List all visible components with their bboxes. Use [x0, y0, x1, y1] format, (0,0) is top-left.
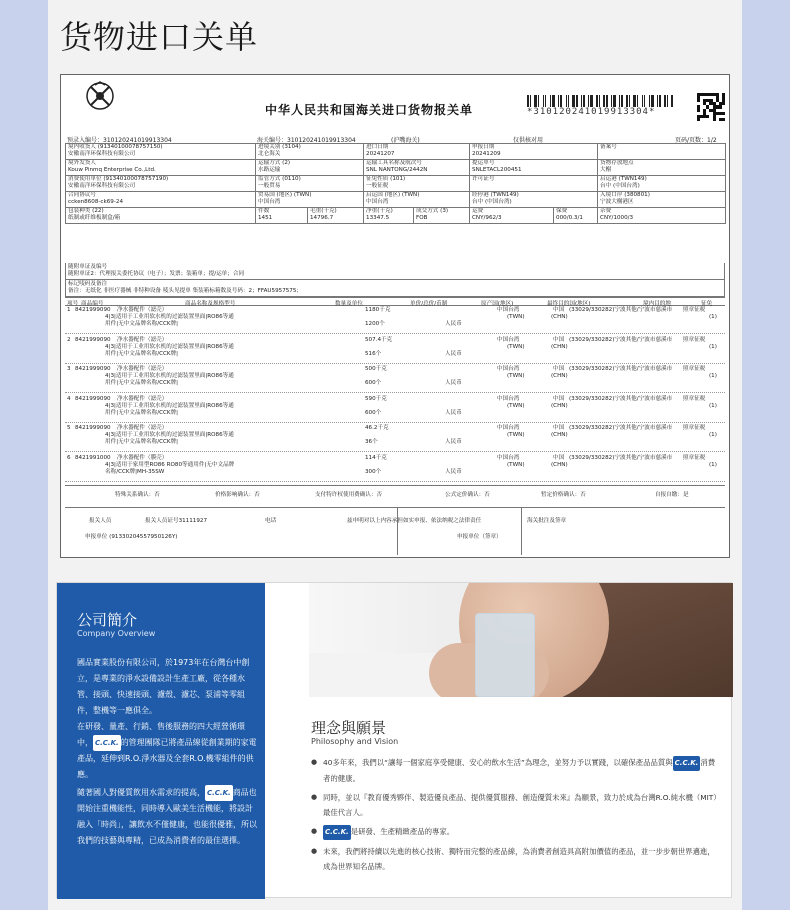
item-dest: 中国 — [553, 425, 565, 432]
table-row — [65, 396, 725, 423]
item-origin-code: (TWN) — [507, 373, 525, 380]
item-no: 2 — [67, 336, 71, 343]
item-qty2: 36个 — [365, 439, 378, 446]
item-spec1: 4|3|适用于工业用软水机的过滤装置里面|RO86等通 — [105, 432, 234, 439]
item-exempt: 照章征税 — [683, 307, 706, 313]
customs-declaration-form — [60, 74, 730, 558]
grid-cell: 净重(千克) 13347.5 — [364, 208, 414, 224]
item-exempt-code: (1) — [709, 432, 717, 439]
grid-cell: 合同协议号 ccken8608-ck69-24 — [66, 192, 256, 208]
item-spec2: 名称/CCK牌|MH-35SW — [105, 469, 165, 475]
item-exempt-code: (1) — [709, 402, 717, 409]
item-dest-code: (CHN) — [551, 373, 568, 380]
grid-cell: 境内收货人 (91340100078757150) 安徽南洋环保科技有限公司 — [66, 144, 256, 160]
item-origin-code: (TWN) — [507, 462, 525, 468]
page — [48, 0, 742, 910]
list-item: ● C.C.K. 是研發、生產精緻產品的專家。 — [311, 824, 721, 840]
item-no: 1 — [67, 307, 71, 313]
item-no: 6 — [67, 455, 71, 461]
item-origin-code: (TWN) — [507, 402, 525, 409]
philosophy-subtitle: Philosophy and Vision — [311, 737, 399, 746]
item-spec2: 用件|无中文品牌名称/CCK牌| — [105, 380, 179, 387]
item-origin: 中国台湾 — [497, 307, 520, 313]
list-item: ● 未來，我們將持續以先進的核心技術、獨特而完整的產品線，為消費者創造具高附加價值的產品，並一步步朝世界邁進，成為世界知名品牌。 — [311, 844, 721, 874]
attached-docs: 随附单证及编号 随附单证2：代理报关委托协议（电子）；发票；装箱单；提/运单；合同 — [65, 263, 725, 280]
grid-cell: 启运港 (TWN149) 台中 (中国台湾) — [598, 176, 726, 192]
item-qty1: 590千克 — [365, 395, 387, 402]
ccc-brand-logo: C.C.K. — [93, 735, 121, 751]
company-overview-panel — [57, 583, 265, 899]
item-qty2: 1200个 — [365, 321, 385, 327]
item-spec1: 4|3|适用于工业用软水机的过滤装置里面|RO86等通 — [105, 343, 234, 350]
item-spec2: 用件|无中文品牌名称/CCK牌| — [105, 321, 179, 327]
item-origin-code: (TWN) — [507, 314, 525, 320]
item-currency: 人民币 — [445, 321, 462, 327]
item-currency: 人民币 — [445, 380, 462, 387]
item-name: 净水器配件（滤壳） — [117, 395, 168, 402]
item-code: 8421999090 — [75, 366, 111, 373]
company-para-3: 隨著國人對優質飲用水需求的提高， C.C.K. 商品也開始注重機能性，同時導入歐美生活機能，將設計融入「時尚」，讓飲水不僅健康，也能很優雅，所以我們的技藝與專精，已成為消費者的最佳選擇。 — [77, 785, 257, 849]
item-exempt: 照章征税 — [683, 366, 706, 373]
grid-cell: 提运单号 SNLETACL200451 — [470, 160, 598, 176]
item-spec1: 4|3|适用于工业用软水机的过滤装置里面|RO86等通 — [105, 373, 234, 380]
item-exempt: 照章征税 — [683, 425, 706, 432]
item-code: 8421999090 — [75, 395, 111, 402]
company-para-1: 國品實業股份有限公司，於1973年在台灣台中創立，是專業的淨水設備設計生產工廠，從各種水管、接頭、快速接頭、濾殼、濾芯、泵浦等零組件，整機等一應俱全。 — [77, 658, 250, 715]
philosophy-title: 理念與願景 — [311, 719, 387, 737]
item-name: 净水器配件（滤壳） — [117, 307, 168, 313]
item-code: 8421999090 — [75, 307, 111, 313]
ccc-brand-logo: C.C.K. — [205, 785, 233, 801]
grid-row-2 — [66, 160, 726, 176]
item-qty1: 114千克 — [365, 455, 387, 461]
item-origin: 中国台湾 — [497, 336, 520, 343]
item-origin-code: (TWN) — [507, 343, 525, 350]
item-qty2: 300个 — [365, 469, 382, 475]
grid-row-5 — [66, 208, 726, 224]
item-code: 8421999090 — [75, 425, 111, 432]
company-para-2: 在研發、量產、行銷、售後服務的四大經營循環中， C.C.K. 的管理團隊已將產品線從創業期的家電產品，延伸到R.O.淨水器及全套R.O.機零組件的供應。 — [77, 722, 257, 779]
qr-code-icon — [697, 93, 725, 121]
ccc-brand-logo: C.C.K. — [323, 825, 351, 840]
item-dest-code: (CHN) — [551, 314, 568, 320]
item-exempt-code: (1) — [709, 314, 717, 320]
table-row — [65, 425, 725, 452]
pre-entry-no: 预录入编号：310120241019913304 — [67, 137, 172, 144]
item-origin-code: (TWN) — [507, 432, 525, 439]
item-exempt-code: (1) — [709, 462, 717, 468]
grid-cell: 运费 CNY/962/3 — [470, 208, 554, 224]
item-exempt: 照章征税 — [683, 336, 706, 343]
confirm-row: 特殊关系确认：否 价格影响确认：否 支付特许权使用费确认：否 公式定价确认：否 暂定价格确认：否 自报自缴：是 — [65, 485, 725, 501]
item-name: 净水器配件（滤壳） — [117, 366, 168, 373]
item-spec1: 4|3|适用于工业用软水机的过滤装置里面|RO86等通 — [105, 402, 234, 409]
barcode — [527, 95, 723, 107]
grid-cell: 运输工具名称及航次号 SNL NANTONG/2442N — [364, 160, 470, 176]
woman-drinking-photo — [309, 583, 733, 697]
item-exempt: 照章征税 — [683, 395, 706, 402]
grid-cell: 征免性质 (101) 一般征税 — [364, 176, 470, 192]
item-dest: 中国 — [553, 455, 565, 461]
grid-cell: 申报日期 20241209 — [470, 144, 598, 160]
table-row — [65, 337, 725, 364]
item-name: 净水器配件（膜壳） — [117, 455, 168, 461]
customs-no: 海关编号：310120241019913304 — [257, 137, 356, 144]
item-dest-code: (CHN) — [551, 432, 568, 439]
item-qty2: 600个 — [365, 409, 382, 416]
page-title: 货物进口关单 — [60, 18, 259, 56]
item-spec2: 用件|无中文品牌名称/CCK牌| — [105, 350, 179, 357]
grid-cell: 成交方式 (3) FOB — [414, 208, 470, 224]
company-subtitle: Company Overview — [77, 629, 156, 638]
item-qty2: 516个 — [365, 350, 382, 357]
page-number: 页码/页数：1/2 — [675, 137, 717, 144]
grid-cell: 毛重(千克) 14796.7 — [308, 208, 364, 224]
philosophy-list — [311, 755, 721, 878]
customs-office: (沪嘴海关) — [391, 137, 420, 144]
item-no: 4 — [67, 395, 71, 402]
barcode-number: *310120241019913304* — [527, 107, 656, 117]
customs-emblem-icon — [85, 81, 115, 111]
grid-cell: 境外发货人 Kouw Pinmq Enterprise Co.,Ltd. — [66, 160, 256, 176]
table-row — [65, 307, 725, 334]
item-dest: 中国 — [553, 395, 565, 402]
item-spec2: 用件|无中文品牌名称/CCK牌| — [105, 439, 179, 446]
item-dest: 中国 — [553, 307, 565, 313]
item-code: 8421999090 — [75, 336, 111, 343]
grid-cell: 入境口岸 (380801) 宁波大榭港区 — [598, 192, 726, 208]
grid-cell: 许可证号 — [470, 176, 598, 192]
ccc-brand-logo: C.C.K. — [673, 756, 701, 771]
item-domestic: (33029/330282)宁波其他/宁波市慈溪市 — [569, 425, 673, 432]
item-currency: 人民币 — [445, 439, 462, 446]
item-qty1: 1180千克 — [365, 307, 391, 313]
item-exempt-code: (1) — [709, 343, 717, 350]
item-no: 5 — [67, 425, 71, 432]
grid-cell: 包装种类 (22) 纸制或纤维板制盒/箱 — [66, 208, 256, 224]
item-currency: 人民币 — [445, 350, 462, 357]
item-domestic: (33029/330282)宁波其他/宁波市慈溪市 — [569, 395, 673, 402]
verification-note: 仅供核对用 — [513, 137, 544, 144]
grid-cell: 进境关别 (3104) 北仑海关 — [256, 144, 364, 160]
grid-cell: 消费使用单位 (91340100078757190) 安徽南洋环保科技有限公司 — [66, 176, 256, 192]
item-domestic: (33029/330282)宁波其他/宁波市慈溪市 — [569, 455, 673, 461]
grid-cell: 启运国 (地区) (TWN) 中国台湾 — [364, 192, 470, 208]
item-dest-code: (CHN) — [551, 402, 568, 409]
item-qty1: 500千克 — [365, 366, 387, 373]
item-origin: 中国台湾 — [497, 395, 520, 402]
item-domestic: (33029/330282)宁波其他/宁波市慈溪市 — [569, 307, 673, 313]
item-currency: 人民币 — [445, 409, 462, 416]
item-origin: 中国台湾 — [497, 455, 520, 461]
declaration-grid — [65, 143, 726, 224]
item-dest: 中国 — [553, 336, 565, 343]
table-row — [65, 366, 725, 393]
list-item: ● 40多年來，我們以“讓每一個家庭享受健康、安心的飲水生活”為理念，並努力予以實踐，以確保產品品質與 C.C.K. 消費者的健康。 — [311, 755, 721, 786]
grid-row-3 — [66, 176, 726, 192]
item-exempt: 照章征税 — [683, 455, 706, 461]
item-name: 净水器配件（滤壳） — [117, 336, 168, 343]
grid-cell: 监管方式 (0110) 一般贸易 — [256, 176, 364, 192]
item-domestic: (33029/330282)宁波其他/宁波市慈溪市 — [569, 366, 673, 373]
company-title: 公司簡介 — [77, 611, 138, 629]
item-currency: 人民币 — [445, 469, 462, 475]
grid-cell: 备案号 — [598, 144, 726, 160]
item-dest: 中国 — [553, 366, 565, 373]
company-section — [56, 582, 732, 898]
item-qty1: 507.4千克 — [365, 336, 393, 343]
item-spec1: 4|3|适用于家用型RO86 RO80等通用件|无中文品牌 — [105, 462, 235, 468]
grid-cell: 杂费 CNY/1000/3 — [598, 208, 726, 224]
item-dest-code: (CHN) — [551, 343, 568, 350]
form-title: 中华人民共和国海关进口货物报关单 — [265, 103, 474, 117]
item-spec2: 用件|无中文品牌名称/CCK牌| — [105, 409, 179, 416]
grid-cell: 贸易国 (地区) (TWN) 中国台湾 — [256, 192, 364, 208]
grid-cell: 经停港 (TWN149) 台中 (中国台湾) — [470, 192, 598, 208]
item-origin: 中国台湾 — [497, 425, 520, 432]
grid-cell: 货物存放地点 大榭 — [598, 160, 726, 176]
item-qty1: 46.2千克 — [365, 425, 389, 432]
item-domestic: (33029/330282)宁波其他/宁波市慈溪市 — [569, 336, 673, 343]
grid-cell: 运输方式 (2) 水路运输 — [256, 160, 364, 176]
grid-row-1 — [66, 144, 726, 160]
grid-cell: 保费 000/0.3/1 — [554, 208, 598, 224]
item-code: 8421991000 — [75, 455, 111, 461]
item-no: 3 — [67, 366, 71, 373]
item-spec1: 4|3|适用于工业用软水机的过滤装置里面|RO86等通 — [105, 314, 234, 320]
item-qty2: 600个 — [365, 380, 382, 387]
items-header: 项号 商品编号 商品名称及规格型号 数量及单位 单价/总价/币制 原产国(地区) 最终目的国(地区) 境内目的地 征免 — [65, 297, 725, 306]
marks-remarks: 标记唛码及备注 备注：无纸化 非医疗器械 非特种设备 唛头见提单 集装箱标箱数及号码：2；FFAU5957575； — [65, 280, 725, 297]
item-dest-code: (CHN) — [551, 462, 568, 468]
grid-cell: 进口日期 20241207 — [364, 144, 470, 160]
table-row — [65, 455, 725, 482]
item-exempt-code: (1) — [709, 373, 717, 380]
grid-cell: 件数 1451 — [256, 208, 308, 224]
signature-area: 报关人员 报关人员证号31111927 电话 兹申明对以上内容承担如实申报、依法纳税之法律责任 海关批注及签章 申报单位 (91330204557950126Y) 申报单位（签章） — [65, 507, 725, 555]
item-origin: 中国台湾 — [497, 366, 520, 373]
list-item: ● 同時，並以『教育優秀夥伴、製造優良產品、提供優質服務、創造優質未來』為願景，致力於成為台灣R.O.純水機（MIT）最佳代言人。 — [311, 790, 721, 820]
grid-row-4 — [66, 192, 726, 208]
item-name: 净水器配件（滤壳） — [117, 425, 168, 432]
